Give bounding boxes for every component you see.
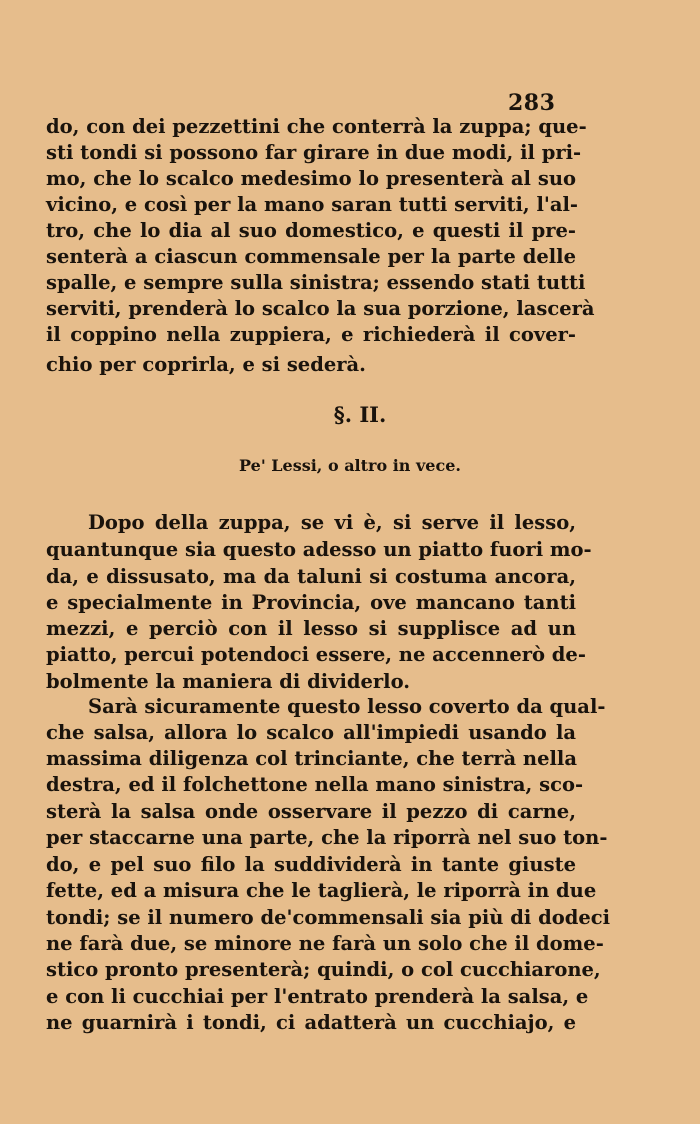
text-line: senterà a ciascun commensale per la parte delle (46, 245, 576, 268)
text-line: ne farà due, se minore ne farà un solo che il dome- (46, 932, 604, 955)
text-line: Sarà sicuramente questo lesso coverto da qual- (88, 695, 606, 718)
text-line: il coppino nella zuppiera, e richiederà il cover- (46, 323, 576, 346)
subheading: Pe' Lessi, o altro in vece. (239, 456, 461, 475)
text-line: da, e dissusato, ma da taluni si costuma ancora, (46, 565, 576, 588)
text-line: ne guarnirà i tondi, ci adatterà un cucchiajo, e (46, 1011, 576, 1034)
text-line: destra, ed il folchettone nella mano sinistra, sco- (46, 773, 584, 796)
text-line: sti tondi si possono far girare in due modi, il pri- (46, 141, 582, 164)
text-line: mezzi, e perciò con il lesso si supplisce ad un (46, 617, 576, 640)
text-line: tondi; se il numero de'commensali sia più di dodeci (46, 906, 611, 929)
text-line: piatto, percui potendoci essere, ne accennerò de- (46, 643, 586, 666)
text-line: Dopo della zuppa, se vi è, si serve il lesso, (88, 511, 576, 534)
text-line: sterà la salsa onde osservare il pezzo di carne, (46, 800, 576, 823)
text-line: massima diligenza col trinciante, che terrà nella (46, 747, 577, 770)
text-line: e con li cucchiai per l'entrato prenderà la salsa, e (46, 985, 589, 1008)
text-line: bolmente la maniera di dividerlo. (46, 670, 411, 693)
text-line: che salsa, allora lo scalco all'impiedi usando la (46, 721, 576, 744)
text-line: serviti, prenderà lo scalco la sua porzione, lascerà (46, 297, 595, 320)
text-line: e specialmente in Provincia, ove mancano tanti (46, 591, 576, 614)
page-number: 283 (508, 90, 556, 116)
text-line: do, con dei pezzettini che conterrà la zuppa; que- (46, 115, 587, 138)
text-line: stico pronto presenterà; quindi, o col cucchiarone, (46, 958, 601, 981)
text-line: per staccarne una parte, che la riporrà nel suo ton- (46, 826, 608, 849)
text-line: do, e pel suo filo la suddividerà in tante giuste (46, 853, 576, 876)
text-line: vicino, e così per la mano saran tutti serviti, l'al- (46, 193, 578, 216)
section-heading: §. II. (333, 402, 387, 427)
text-line: quantunque sia questo adesso un piatto fuori mo- (46, 538, 592, 561)
text-line: spalle, e sempre sulla sinistra; essendo stati tutti (46, 271, 586, 294)
text-line: fette, ed a misura che le taglierà, le riporrà in due (46, 879, 597, 902)
text-line: mo, che lo scalco medesimo lo presenterà al suo (46, 167, 576, 190)
text-line: tro, che lo dia al suo domestico, e questi il pre- (46, 219, 576, 242)
text-line: chio per coprirla, e si sederà. (46, 353, 366, 376)
